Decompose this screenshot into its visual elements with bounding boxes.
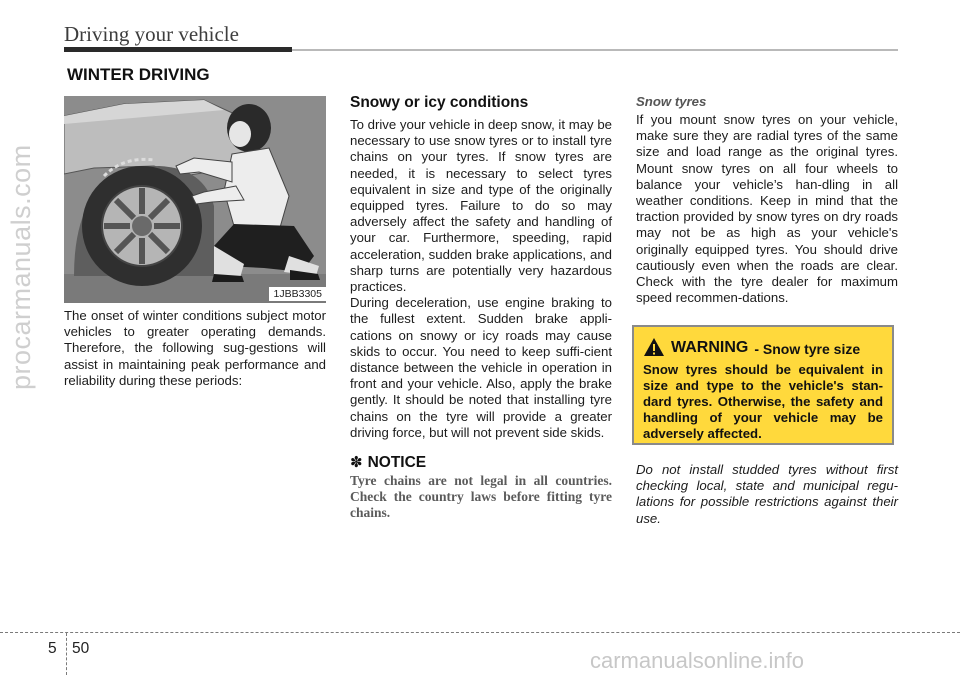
warning-box	[632, 325, 894, 445]
asterisk-icon: ✽	[350, 454, 363, 472]
snowy-icy-paragraph-2: During deceleration, use engine braking to the fullest extent. Sudden brake appli-cations on snowy or icy roads may cause skids to occur. You need to keep suffi-cient distance between the vehicle in operation in front and your vehicle. Also, apply the brake gently. It should be noted that installing tyre chains on the tyre will provide a greater driving force, but will not prevent side skids.	[350, 295, 612, 440]
studded-tyres-note	[636, 462, 898, 527]
footer-divider	[66, 633, 67, 675]
tyre-chain-illustration	[64, 96, 326, 303]
studded-tyres-text: Do not install studded tyres without first checking local, state and municipal regu-lations for possible restrictions against their use.	[636, 462, 898, 526]
snow-tyres-paragraph: If you mount snow tyres on your vehicle, make sure they are radial tyres of the same size and load range as the original tyres. Mount snow tyres on all four wheels to balance your vehicle’s han-dling in all weather conditions. Keep in mind that the traction provided by snow tyres on dry roads may not be as high as your vehicle's originally equipped tyres. You should drive cautiously even when the roads are clear. Check with the tyre dealer for maximum speed recommen-dations.	[636, 112, 898, 306]
section-title: Driving your vehicle	[64, 22, 239, 46]
intro-column	[64, 308, 326, 389]
bottom-watermark: carmanualsonline.info	[590, 648, 805, 673]
notice-heading	[350, 455, 612, 471]
notice-title: NOTICE	[367, 454, 427, 472]
page-number: 50	[72, 640, 90, 657]
warning-subtitle: - Snow tyre size	[754, 341, 861, 357]
page-heading: WINTER DRIVING	[67, 65, 210, 84]
snowy-icy-heading: Snowy or icy conditions	[350, 94, 529, 111]
warning-heading	[643, 337, 883, 357]
snow-tyres-column	[636, 93, 898, 306]
snow-tyres-subheading: Snow tyres	[636, 94, 707, 109]
snowy-icy-paragraph-1: To drive your vehicle in deep snow, it may be necessary to use snow tyres or to install tyre chains on your tyres. If snow tyres are needed, it is necessary to select tyres equivalent in size and type of the originally equipped tyres. Failure to do so may adversely affect the safety and handling of your car. Furthermore, speeding, rapid acceleration, sudden brake applications, and sharp turns are potentially very hazardous practices.	[350, 117, 612, 295]
intro-paragraph: The onset of winter conditions subject motor vehicles to greater operating demands. Therefore, the following sug-gestions will assist in maintaining peak performance and reliability during these periods:	[64, 308, 326, 388]
header-accent-bar	[64, 47, 292, 52]
warning-title: WARNING	[671, 339, 749, 356]
illustration-drawing	[64, 96, 326, 303]
side-watermark: procarmanuals.com	[6, 144, 36, 390]
image-code-label: 1JBB3305	[269, 287, 326, 301]
warning-body: Snow tyres should be equivalent in size and type to the vehicle's stan-dard tyres. Otherwise, the safety and handling of your vehicle may be adversely affected.	[643, 362, 883, 441]
footer-rule	[0, 632, 960, 633]
notice-text: Tyre chains are not legal in all countries. Check the country laws before fitting tyre chains.	[350, 473, 612, 521]
chapter-number: 5	[48, 640, 57, 657]
warning-triangle-icon	[643, 337, 665, 357]
snowy-icy-column	[350, 93, 612, 521]
